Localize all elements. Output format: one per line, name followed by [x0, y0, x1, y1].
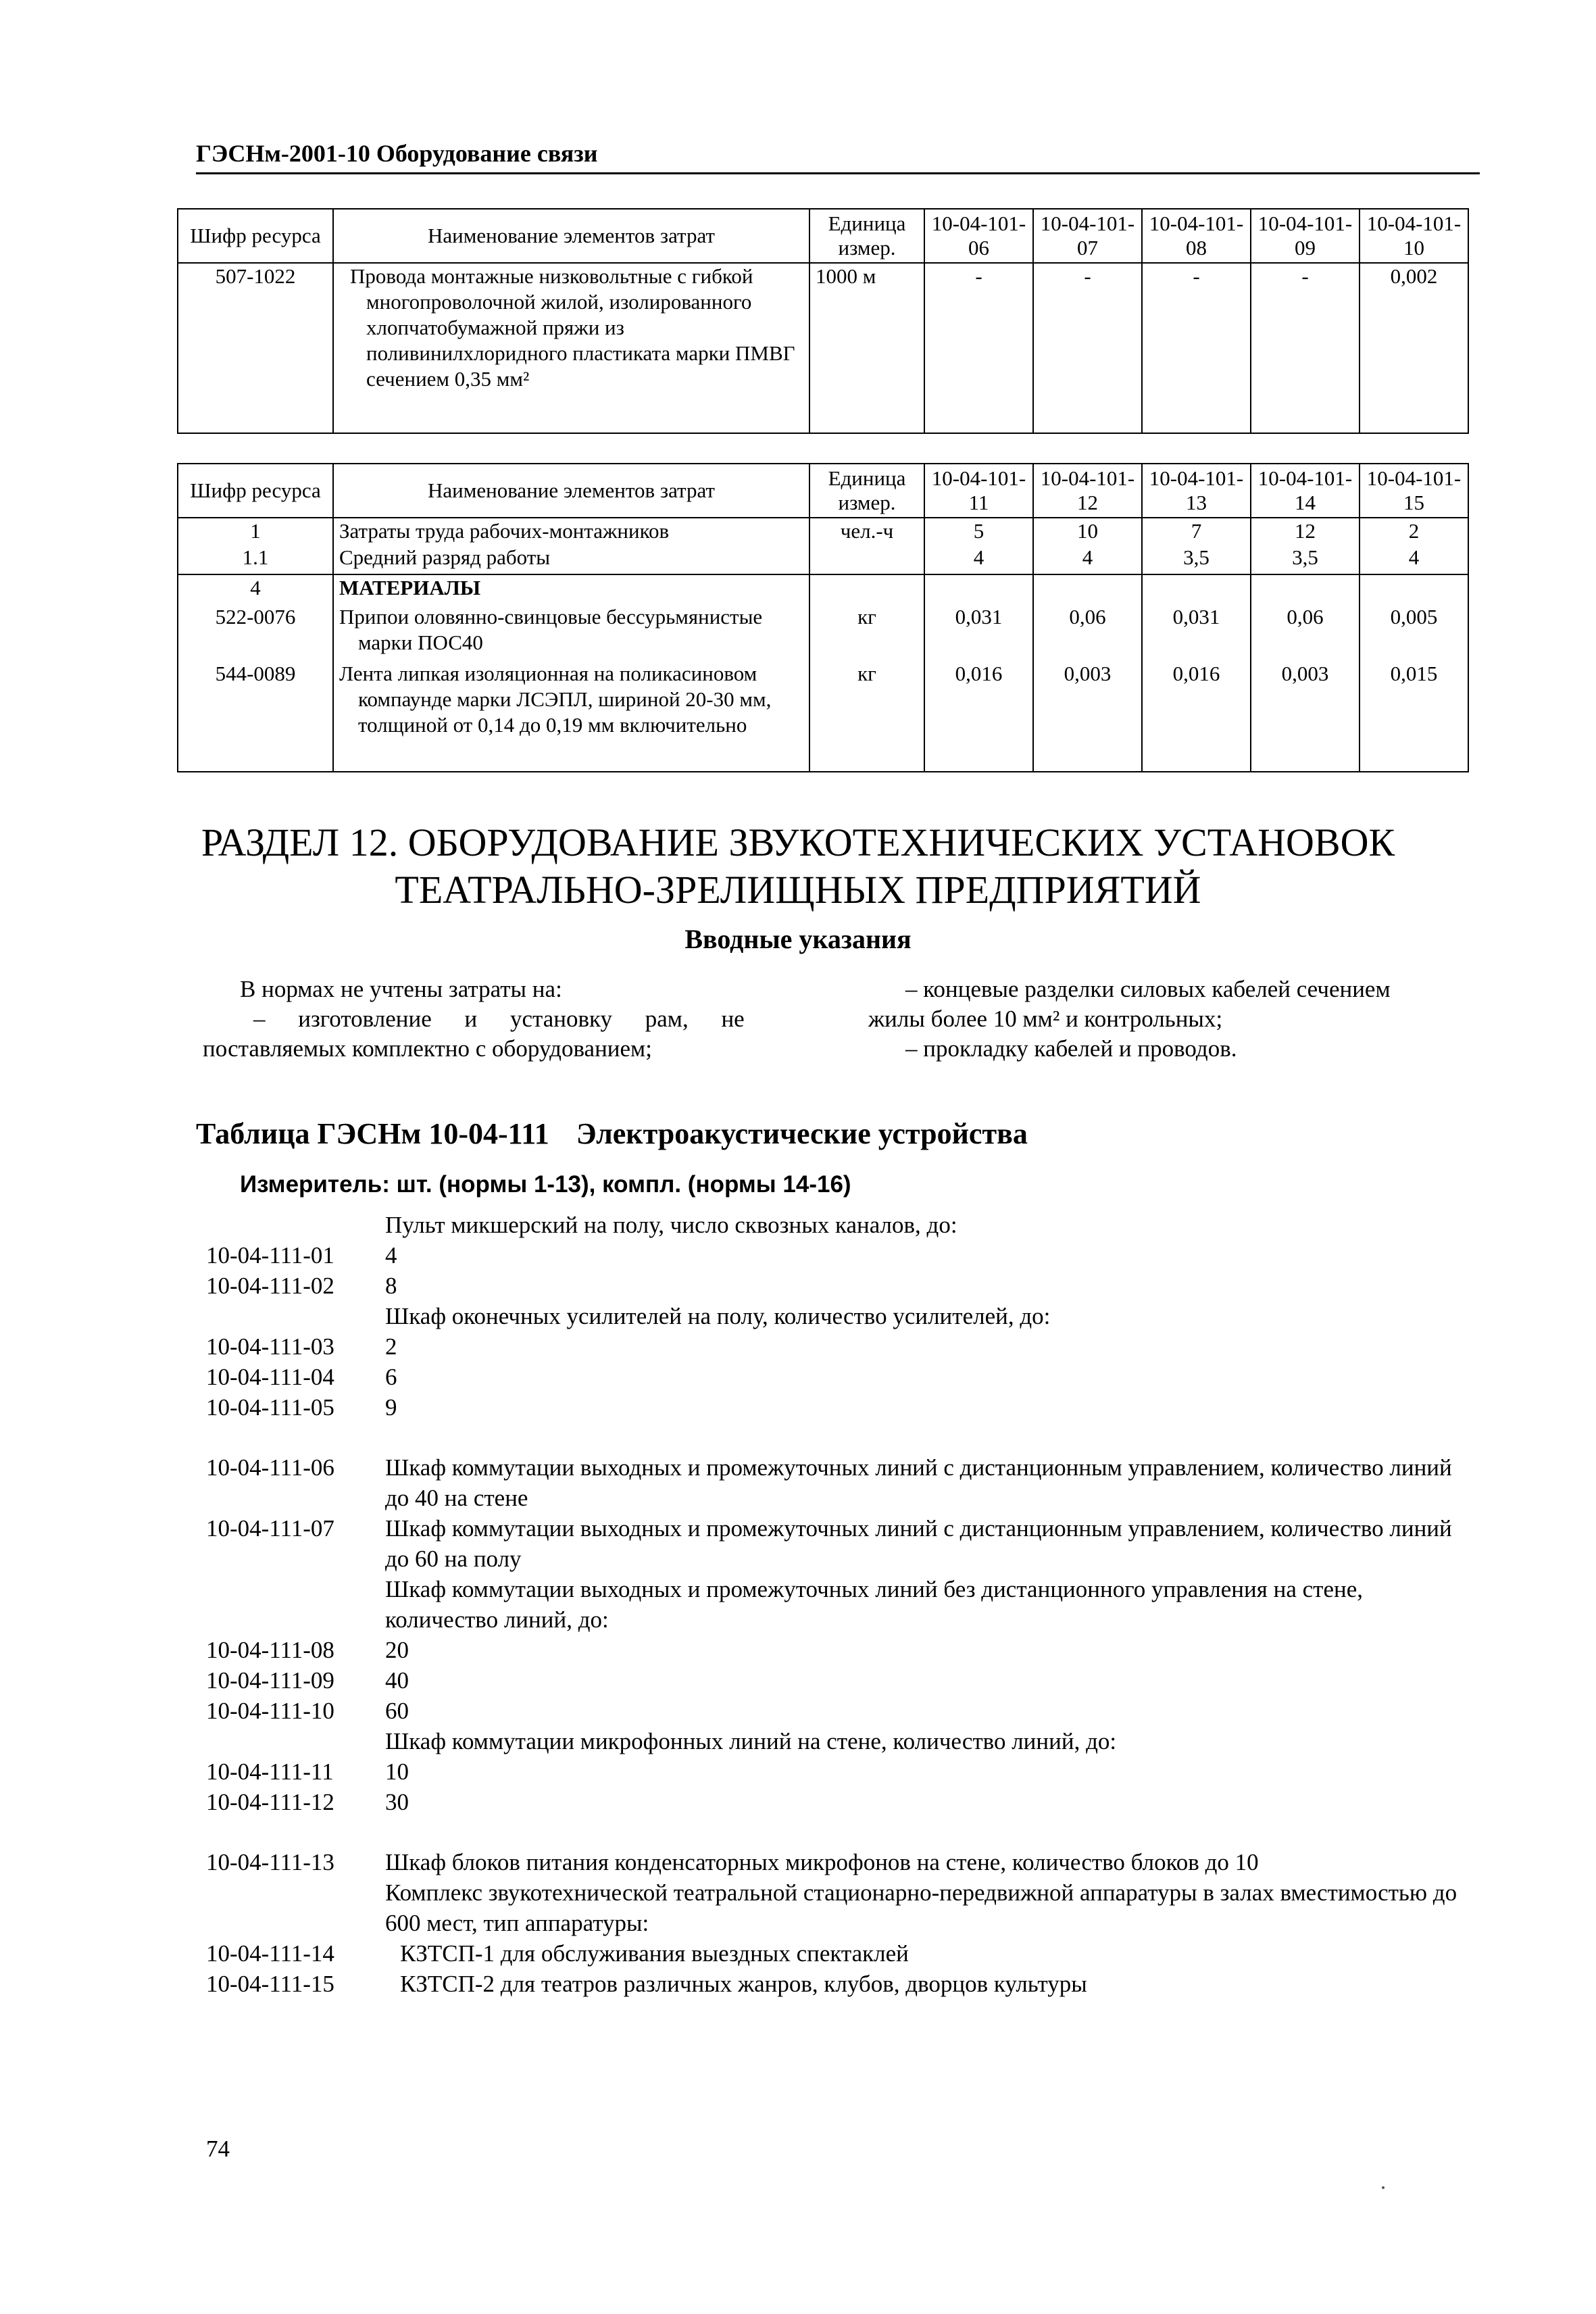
norm-text: 60 — [385, 1698, 409, 1724]
cell-value: 4 — [1360, 545, 1468, 574]
norm-code: 10-04-111-01 — [206, 1242, 334, 1269]
header-unit: Единица измер. — [809, 464, 924, 518]
cell-value — [924, 574, 1033, 601]
cell-code: 544-0089 — [178, 657, 333, 772]
cell-value: 0,005 — [1360, 601, 1468, 657]
norm-text: 8 — [385, 1273, 397, 1299]
norm-text: Шкаф коммутации выходных и промежуточных линий с дистанционным управлением, количество линий до 40 на стене — [385, 1454, 1452, 1511]
header-col: 10-04-101-06 — [924, 209, 1033, 263]
cell-value: 3,5 — [1142, 545, 1251, 574]
norm-text: 20 — [385, 1637, 409, 1663]
norm-text: КЗТСП-1 для обслуживания выездных спектаклей — [400, 1940, 909, 1967]
cell-value: 4 — [1033, 545, 1142, 574]
cell-value: 0,06 — [1033, 601, 1142, 657]
norm-code — [206, 1301, 385, 1331]
list-item — [206, 1635, 1476, 1665]
cell-code: 507-1022 — [178, 263, 333, 433]
list-item — [206, 1240, 1476, 1271]
cell-value — [1360, 574, 1468, 601]
norm-text: 40 — [385, 1667, 409, 1694]
header-name: Наименование элементов затрат — [333, 209, 809, 263]
norm-text: 2 — [385, 1333, 397, 1360]
list-item — [206, 1787, 1476, 1817]
cell-value: 0,003 — [1033, 657, 1142, 772]
cell-value: 4 — [924, 545, 1033, 574]
cell-value: - — [1142, 263, 1251, 433]
cell-code: 4 — [178, 574, 333, 601]
norm-text: 6 — [385, 1364, 397, 1390]
cell-name-text: Лента липкая изоляционная на поликасиновом компаунде марки ЛСЭПЛ, шириной 20-30 мм, толщиной от 0,14 до 0,19 мм включительно — [339, 662, 772, 737]
norm-code: 10-04-111-11 — [206, 1758, 334, 1785]
norm-text: Шкаф оконечных усилителей на полу, количество усилителей, до: — [385, 1303, 1051, 1329]
intro-right-line: жилы более 10 мм² и контрольных; — [868, 1006, 1223, 1032]
norm-list — [206, 1210, 1476, 1999]
intro-right-column — [868, 975, 1476, 1064]
norm-table-name: Электроакустические устройства — [576, 1117, 1028, 1150]
norm-code: 10-04-111-14 — [206, 1940, 334, 1967]
norm-text: КЗТСП-2 для театров различных жанров, клубов, дворцов культуры — [400, 1971, 1087, 1997]
scan-speck — [1382, 2186, 1385, 2189]
table-row — [178, 574, 1468, 601]
cell-name-text: Провода монтажные низковольтные с гибкой многопроволочной жилой, изолированного хлопчатобумажной пряжи из поливинилхлоридного пластиката марки ПМВГ сечением 0,35 мм² — [350, 264, 795, 391]
list-item — [206, 1452, 1476, 1513]
list-item — [206, 1665, 1476, 1696]
cell-unit: чел.-ч — [809, 518, 924, 545]
list-item — [206, 1301, 1476, 1331]
list-item — [206, 1756, 1476, 1787]
table-row — [178, 545, 1468, 574]
norm-text: Шкаф коммутации выходных и промежуточных линий с дистанционным управлением, количество линий до 60 на полу — [385, 1515, 1452, 1572]
norm-code — [206, 1877, 385, 1938]
table-row — [178, 518, 1468, 545]
list-item — [206, 1513, 1476, 1574]
intro-title: Вводные указания — [684, 924, 912, 954]
cell-value: 0,016 — [1142, 657, 1251, 772]
cell-value: 0,016 — [924, 657, 1033, 772]
cell-value: 0,002 — [1360, 263, 1468, 433]
norm-text: 9 — [385, 1394, 397, 1421]
norm-table-label: Таблица ГЭСНм 10-04-111 — [196, 1117, 549, 1150]
norm-text: 30 — [385, 1789, 409, 1815]
norm-code: 10-04-111-10 — [206, 1698, 334, 1724]
cell-value: 0,06 — [1251, 601, 1360, 657]
norm-code — [206, 1210, 385, 1240]
cell-value — [1033, 574, 1142, 601]
section-title-line1: РАЗДЕЛ 12. ОБОРУДОВАНИЕ ЗВУКОТЕХНИЧЕСКИХ УСТАНОВОК — [201, 820, 1395, 864]
list-item — [206, 1392, 1476, 1423]
intro-right-line: – концевые разделки силовых кабелей сечением — [905, 976, 1391, 1002]
header-col: 10-04-101-13 — [1142, 464, 1251, 518]
norm-text: 4 — [385, 1242, 397, 1269]
header-col: 10-04-101-11 — [924, 464, 1033, 518]
cell-value: 0,031 — [924, 601, 1033, 657]
cell-value: 7 — [1142, 518, 1251, 545]
cell-name — [333, 657, 809, 772]
header-col: 10-04-101-10 — [1360, 209, 1468, 263]
list-item — [206, 1969, 1476, 1999]
header-col: 10-04-101-07 — [1033, 209, 1142, 263]
intro-left-line: – изготовление и установку рам, не — [253, 1006, 745, 1032]
cell-value: 10 — [1033, 518, 1142, 545]
header-col: 10-04-101-12 — [1033, 464, 1142, 518]
cell-unit — [809, 545, 924, 574]
cell-name: МАТЕРИАЛЫ — [333, 574, 809, 601]
table-row — [178, 657, 1468, 772]
cell-code: 1 — [178, 518, 333, 545]
list-item — [206, 1847, 1476, 1877]
cell-unit: кг — [809, 657, 924, 772]
list-item — [206, 1877, 1476, 1938]
header-col: 10-04-101-15 — [1360, 464, 1468, 518]
norm-text: Комплекс звукотехнической театральной стационарно-передвижной аппаратуры в залах вместимостью до 600 мест, тип аппаратуры: — [385, 1879, 1457, 1936]
list-item — [206, 1574, 1476, 1635]
norm-text: Шкаф блоков питания конденсаторных микрофонов на стене, количество блоков до 10 — [385, 1849, 1259, 1875]
cell-value — [1251, 574, 1360, 601]
intro-left-line: поставляемых комплектно с оборудованием; — [203, 1035, 652, 1062]
cell-value — [1142, 574, 1251, 601]
norm-code: 10-04-111-12 — [206, 1789, 334, 1815]
header-col: 10-04-101-14 — [1251, 464, 1360, 518]
list-item — [206, 1331, 1476, 1362]
intro-left-column — [203, 975, 797, 1064]
cell-value: 12 — [1251, 518, 1360, 545]
norm-meter: Измеритель: шт. (нормы 1-13), компл. (нормы 14-16) — [240, 1171, 851, 1198]
cell-name-text: Припои оловянно-свинцовые бессурьмянистые марки ПОС40 — [339, 605, 763, 654]
list-item — [206, 1938, 1476, 1969]
norm-code: 10-04-111-13 — [206, 1849, 334, 1875]
cell-code: 1.1 — [178, 545, 333, 574]
intro-left-line: В нормах не учтены затраты на: — [240, 976, 562, 1002]
cell-value: - — [1251, 263, 1360, 433]
norm-code: 10-04-111-08 — [206, 1637, 334, 1663]
norm-text: Шкаф коммутации микрофонных линий на стене, количество линий, до: — [385, 1728, 1117, 1754]
norm-text: Шкаф коммутации выходных и промежуточных линий без дистанционного управления на стене, количество линий, до: — [385, 1576, 1364, 1633]
norm-code — [206, 1574, 385, 1635]
table-row — [178, 601, 1468, 657]
intro-right-line: – прокладку кабелей и проводов. — [905, 1035, 1237, 1062]
header-code: Шифр ресурса — [178, 209, 333, 263]
cell-value: 3,5 — [1251, 545, 1360, 574]
header-code: Шифр ресурса — [178, 464, 333, 518]
running-header: ГЭСНм-2001-10 Оборудование связи — [196, 140, 598, 167]
norm-code: 10-04-111-02 — [206, 1273, 334, 1299]
cell-code: 522-0076 — [178, 601, 333, 657]
list-item — [206, 1271, 1476, 1301]
norm-code: 10-04-111-03 — [206, 1333, 334, 1360]
cell-name: Средний разряд работы — [333, 545, 809, 574]
norm-code: 10-04-111-05 — [206, 1394, 334, 1421]
resource-table-2 — [177, 463, 1469, 772]
cell-unit — [809, 574, 924, 601]
norm-code: 10-04-111-07 — [206, 1515, 334, 1542]
norm-table-title — [196, 1116, 1028, 1151]
norm-code: 10-04-111-04 — [206, 1364, 334, 1390]
list-item — [206, 1362, 1476, 1392]
norm-code: 10-04-111-15 — [206, 1971, 334, 1997]
header-name: Наименование элементов затрат — [333, 464, 809, 518]
cell-unit: кг — [809, 601, 924, 657]
norm-code: 10-04-111-06 — [206, 1454, 334, 1481]
cell-name — [333, 263, 809, 433]
header-col: 10-04-101-09 — [1251, 209, 1360, 263]
cell-value: 0,015 — [1360, 657, 1468, 772]
table-row — [178, 263, 1468, 433]
norm-text: 10 — [385, 1758, 409, 1785]
cell-value: 2 — [1360, 518, 1468, 545]
list-item — [206, 1726, 1476, 1756]
norm-text: Пульт микшерский на полу, число сквозных каналов, до: — [385, 1212, 957, 1238]
cell-value: 5 — [924, 518, 1033, 545]
norm-code: 10-04-111-09 — [206, 1667, 334, 1694]
header-col: 10-04-101-08 — [1142, 209, 1251, 263]
cell-unit: 1000 м — [809, 263, 924, 433]
cell-name: Затраты труда рабочих-монтажников — [333, 518, 809, 545]
cell-value: 0,031 — [1142, 601, 1251, 657]
header-unit: Единица измер. — [809, 209, 924, 263]
cell-name — [333, 601, 809, 657]
resource-table-1 — [177, 208, 1469, 434]
list-item — [206, 1696, 1476, 1726]
section-title-line2: ТЕАТРАЛЬНО-ЗРЕЛИЩНЫХ ПРЕДПРИЯТИЙ — [395, 868, 1201, 912]
list-item — [206, 1210, 1476, 1240]
cell-value: - — [1033, 263, 1142, 433]
header-rule — [196, 172, 1480, 174]
cell-value: - — [924, 263, 1033, 433]
cell-value: 0,003 — [1251, 657, 1360, 772]
page-number: 74 — [206, 2136, 230, 2162]
norm-code — [206, 1726, 385, 1756]
